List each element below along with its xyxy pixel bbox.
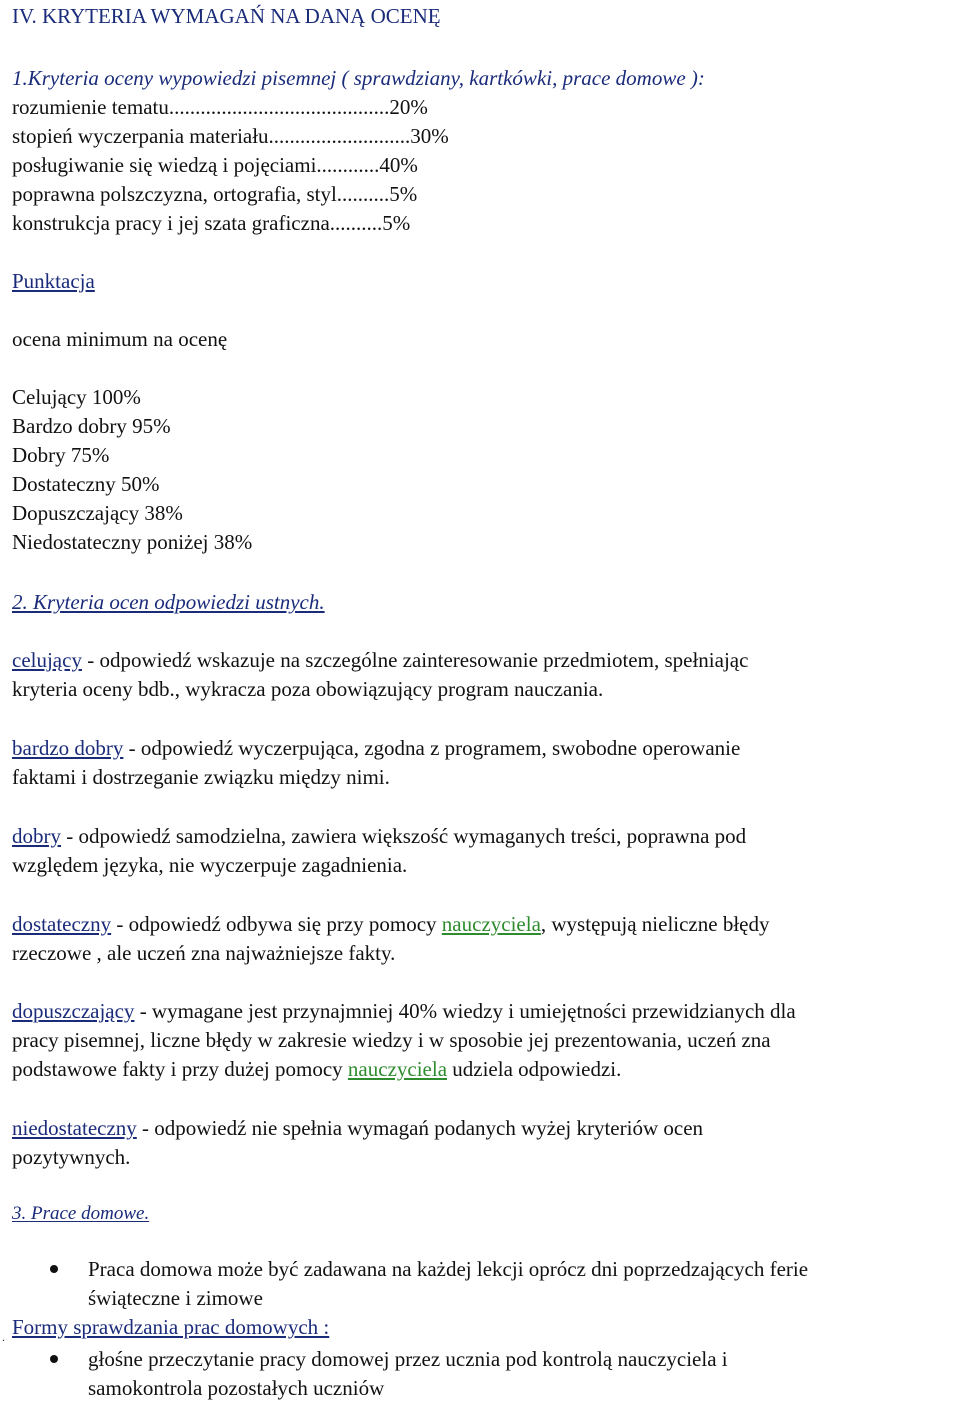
section3-title: 3. Prace domowe. [12,1203,150,1224]
stray-dot: . [2,1330,5,1344]
grade-term: niedostateczny [12,1116,137,1140]
criterion-text: względem języka, nie wyczerpuje zagadnienia. [12,853,408,877]
grade-term: dostateczny [12,912,112,936]
criterion-line: poprawna polszczyzna, ortografia, styl..........5% [12,182,418,206]
nauczyciela-link[interactable]: nauczyciela [441,912,541,936]
scoring-label: Punktacja [12,269,95,293]
bullet-text: głośne przeczytanie pracy domowej przez ucznia pod kontrolą nauczyciela i [88,1347,728,1371]
grade-line: Bardzo dobry 95% [12,414,171,438]
oral-criterion-celujacy [12,650,748,671]
criterion-text: pozytywnych. [12,1145,131,1169]
grade-term: bardzo dobry [12,736,124,760]
criterion-text: podstawowe fakty i przy dużej pomocy [12,1057,348,1081]
grade-term: celujący [12,648,82,672]
criterion-line: posługiwanie się wiedzą i pojęciami............40% [12,153,418,177]
criterion-text: udziela odpowiedzi. [447,1057,622,1081]
criterion-text: - odpowiedź samodzielna, zawiera większość wymaganych treści, poprawna pod [66,824,747,848]
bullet-text: Praca domowa może być zadawana na każdej lekcji oprócz dni poprzedzających ferie [88,1257,809,1281]
criterion-text-line [12,1059,621,1080]
bullet-text: świąteczne i zimowe [88,1286,263,1310]
criterion-line: stopień wyczerpania materiału...........................30% [12,124,449,148]
oral-criterion-dopuszczajacy [12,1001,796,1022]
grade-line: Niedostateczny poniżej 38% [12,530,253,554]
criterion-text: rzeczowe , ale uczeń zna najważniejsze fakty. [12,941,396,965]
oral-criterion-dobry [12,826,746,847]
criterion-text: - odpowiedź odbywa się przy pomocy [116,912,442,936]
oral-criterion-niedostateczny [12,1118,703,1139]
grade-term: dobry [12,824,61,848]
forms-label: Formy sprawdzania prac domowych : [12,1315,330,1339]
grade-line: Dopuszczający 38% [12,501,183,525]
grade-line: Dobry 75% [12,443,110,467]
criterion-text: , występują nieliczne błędy [540,912,770,936]
grade-line: Celujący 100% [12,385,141,409]
criterion-text: - odpowiedź wyczerpująca, zgodna z programem, swobodne operowanie [128,736,741,760]
scoring-header: ocena minimum na ocenę [12,327,228,351]
criterion-text: - odpowiedź wskazuje na szczególne zainteresowanie przedmiotem, spełniając [87,648,749,672]
criterion-text: faktami i dostrzeganie związku między nimi. [12,765,390,789]
criterion-text: - odpowiedź nie spełnia wymagań podanych wyżej kryteriów ocen [142,1116,704,1140]
criterion-text: kryteria oceny bdb., wykracza poza obowiązujący program nauczania. [12,677,604,701]
oral-criterion-bardzo-dobry [12,738,740,759]
bullet-text: samokontrola pozostałych uczniów [88,1376,385,1400]
bullet-icon [50,1265,58,1273]
nauczyciela-link[interactable]: nauczyciela [347,1057,448,1081]
section1-title: 1.Kryteria oceny wypowiedzi pisemnej ( sprawdziany, kartkówki, prace domowe ): [12,66,705,90]
page-heading: IV. KRYTERIA WYMAGAŃ NA DANĄ OCENĘ [12,4,441,28]
oral-criterion-dostateczny [12,914,769,935]
bullet-icon [50,1355,58,1363]
grade-term: dopuszczający [12,999,135,1023]
criterion-line: rozumienie tematu..........................................20% [12,95,428,119]
criterion-text: - wymagane jest przynajmniej 40% wiedzy i umiejętności przewidzianych dla [139,999,796,1023]
criterion-line: konstrukcja pracy i jej szata graficzna..........5% [12,211,411,235]
section2-title: 2. Kryteria ocen odpowiedzi ustnych. [12,590,325,614]
grade-line: Dostateczny 50% [12,472,160,496]
criterion-text: pracy pisemnej, liczne błędy w zakresie wiedzy i w sposobie jej prezentowania, uczeń zna [12,1028,771,1052]
